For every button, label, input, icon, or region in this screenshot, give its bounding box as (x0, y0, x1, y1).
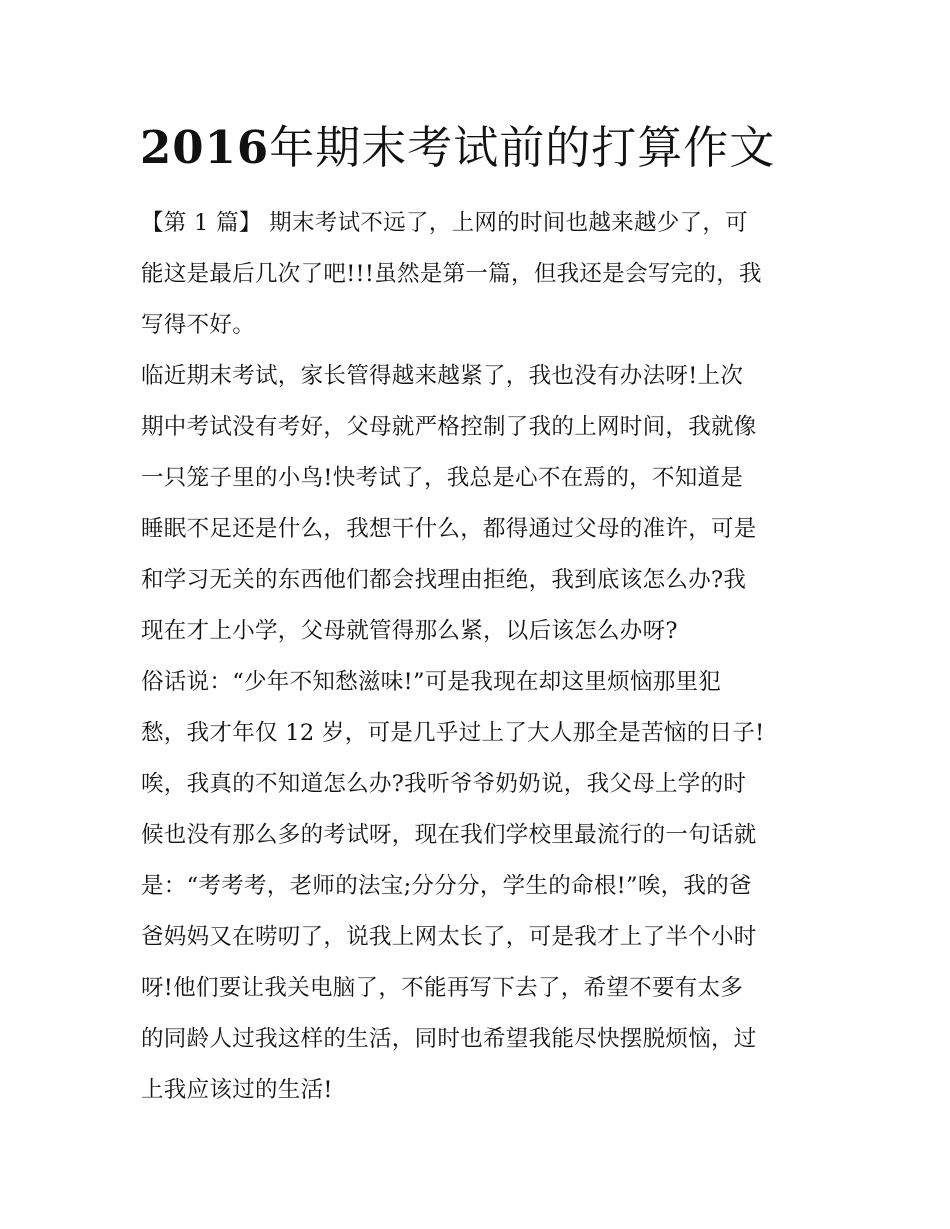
text-line: 临近期末考试，家长管得越来越紧了，我也没有办法呀!上次 (141, 363, 744, 389)
title-year: 2016 (140, 121, 270, 174)
text-line: 上我应该过的生活! (141, 1077, 333, 1103)
text-line: 【第 1 篇】 期末考试不远了，上网的时间也越来越少了，可 (141, 210, 748, 236)
text-line: 是：“考考考，老师的法宝;分分分，学生的命根!”唉，我的爸 (141, 873, 752, 899)
text-line: 现在才上小学，父母就管得那么紧，以后该怎么办呀? (141, 618, 678, 644)
text-line: 候也没有那么多的考试呀，现在我们学校里最流行的一句话就 (141, 822, 757, 848)
title-text: 年期末考试前的打算作文 (269, 121, 776, 174)
text-line: 唉，我真的不知道怎么办?我听爷爷奶奶说，我父母上学的时 (141, 771, 747, 797)
text-line: 的同龄人过我这样的生活，同时也希望我能尽快摆脱烦恼，过 (141, 1026, 757, 1052)
text-line: 愁，我才年仅 12 岁，可是几乎过上了大人那全是苦恼的日子! (141, 720, 765, 746)
document-title (140, 118, 840, 178)
text-line: 和学习无关的东西他们都会找理由拒绝，我到底该怎么办?我 (141, 567, 747, 593)
text-line: 一只笼子里的小鸟!快考试了，我总是心不在焉的，不知道是 (141, 465, 744, 491)
text-line: 睡眠不足还是什么，我想干什么，都得通过父母的准许，可是 (141, 516, 757, 542)
text-line: 俗话说：“少年不知愁滋味!”可是我现在却这里烦恼那里犯 (141, 669, 722, 695)
text-line: 能这是最后几次了吧!!!虽然是第一篇，但我还是会写完的，我 (141, 261, 762, 287)
text-line: 期中考试没有考好，父母就严格控制了我的上网时间，我就像 (141, 414, 757, 440)
text-line: 写得不好。 (141, 312, 256, 338)
text-line: 呀!他们要让我关电脑了，不能再写下去了，希望不要有太多 (141, 975, 744, 1001)
text-line: 爸妈妈又在唠叨了，说我上网太长了，可是我才上了半个小时 (141, 924, 757, 950)
essay-body (141, 198, 831, 1116)
